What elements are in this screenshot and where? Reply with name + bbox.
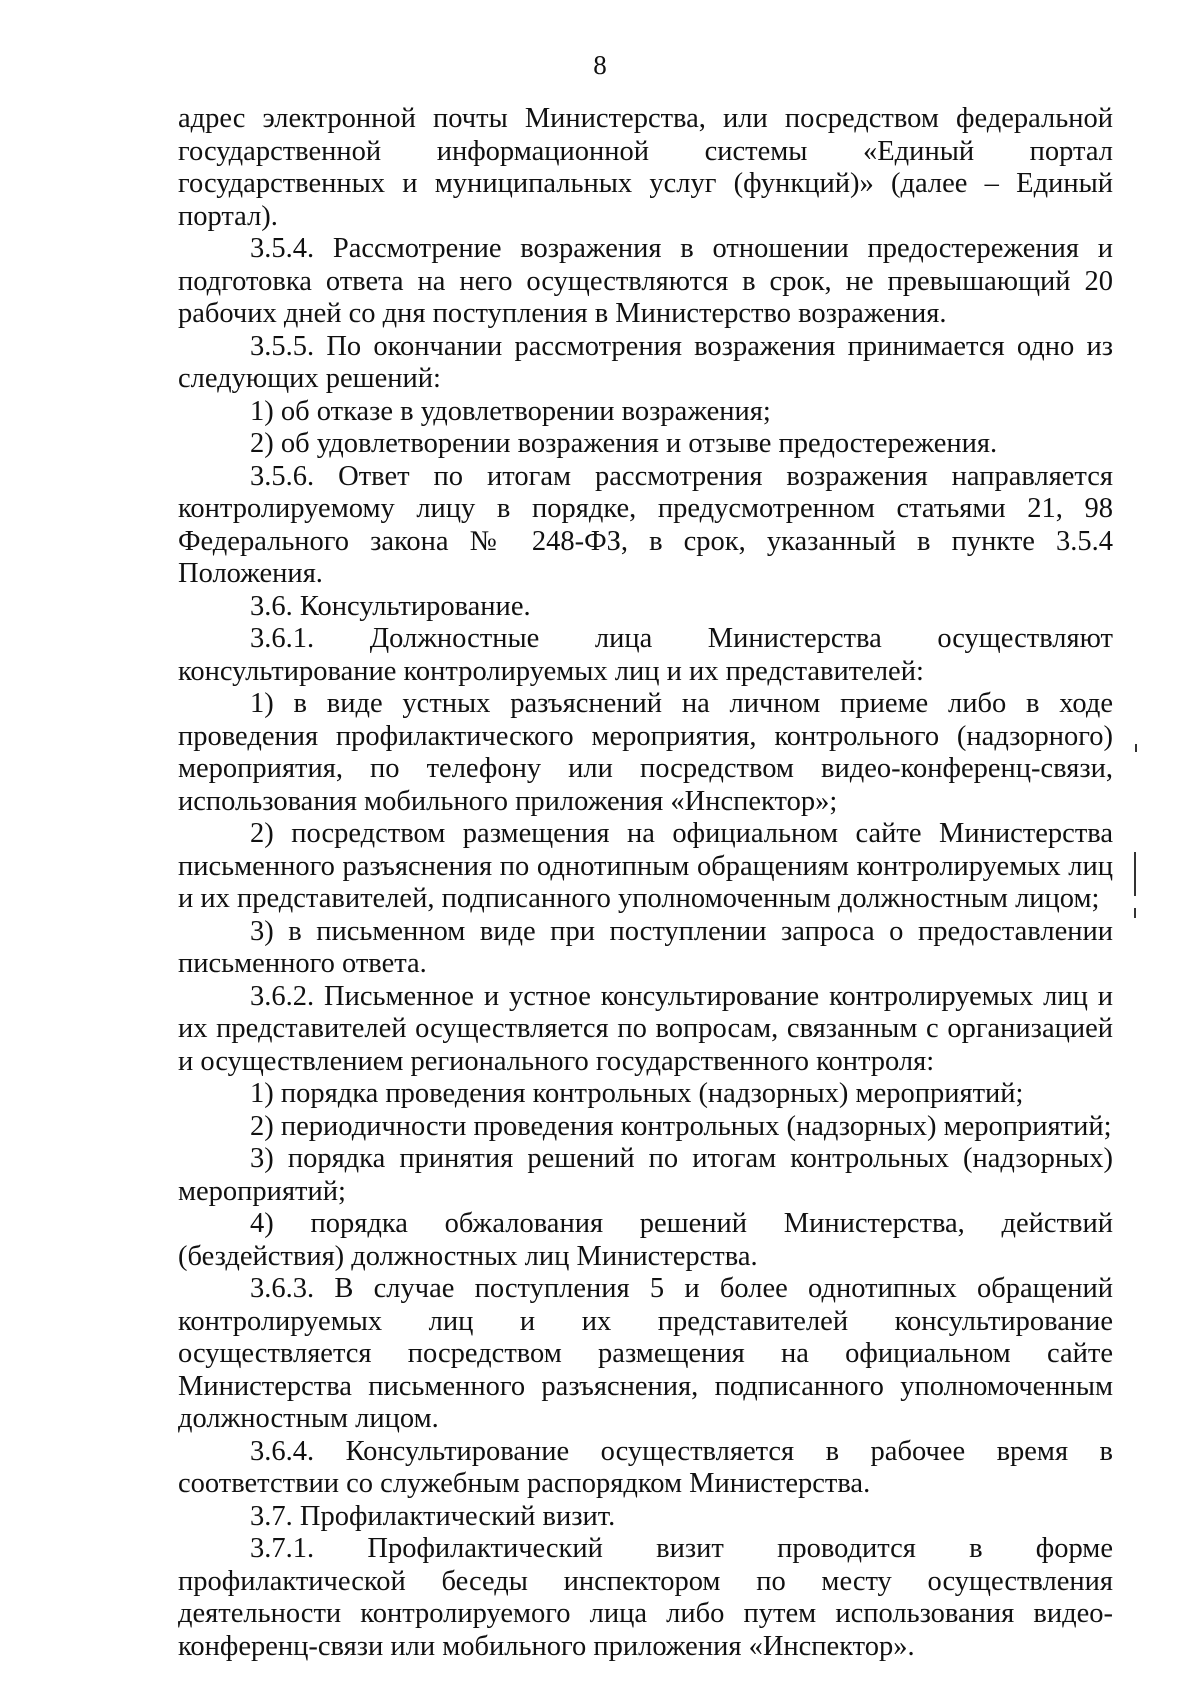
heading-3-6: 3.6. Консультирование.: [250, 590, 531, 622]
paragraph-3-5-5: 3.5.5. По окончании рассмотрения возражения принимается одно из следующих решений:: [178, 330, 1113, 394]
list-item-3-6-1-1: 1) в виде устных разъяснений на личном приеме либо в ходе проведения профилактического мероприятия, контрольного (надзорного) мероприятия, по телефону или посредством видео-конференц-связи, использования мобильного приложения «Инспектор»;: [178, 688, 1113, 817]
heading-3-7: 3.7. Профилактический визит.: [250, 1500, 616, 1532]
paragraph-3-7-1: 3.7.1. Профилактический визит проводится в форме профилактической беседы инспектором по месту осуществления деятельности контролируемого лица либо путем использования видео-конференц-связи или мобильного приложения «Инспектор».: [178, 1533, 1113, 1662]
list-item-3-6-2-4: 4) порядка обжалования решений Министерства, действий (бездействия) должностных лиц Министерства.: [178, 1208, 1113, 1272]
list-item-3-6-1-3: 3) в письменном виде при поступлении запроса о предоставлении письменного ответа.: [178, 915, 1113, 979]
scan-mark: [1134, 852, 1136, 896]
paragraph-3-6-3: 3.6.3. В случае поступления 5 и более однотипных обращений контролируемых лиц и их представителей консультирование осуществляется посредством размещения на официальном сайте Министерства письменного разъяснения, подписанного уполномоченным должностным лицом.: [178, 1273, 1113, 1434]
paragraph-continuation: адрес электронной почты Министерства, или посредством федеральной государственной информационной системы «Единый портал государственных и муниципальных услуг (функций)» (далее – Единый портал).: [178, 103, 1113, 232]
scan-mark: [1135, 744, 1137, 752]
list-item-3-6-1-2: 2) посредством размещения на официальном сайте Министерства письменного разъяснения по однотипным обращениям контролируемых лиц и их представителей, подписанного уполномоченным должностным лицом;: [178, 818, 1113, 914]
document-body: [178, 103, 1113, 1663]
list-item-3-6-2-2: 2) периодичности проведения контрольных (надзорных) мероприятий;: [250, 1110, 1112, 1142]
paragraph-3-6-4: 3.6.4. Консультирование осуществляется в рабочее время в соответствии со служебным распорядком Министерства.: [178, 1435, 1113, 1499]
list-item-3-5-5-1: 1) об отказе в удовлетворении возражения;: [250, 395, 771, 427]
list-item-3-6-2-1: 1) порядка проведения контрольных (надзорных) мероприятий;: [250, 1078, 1024, 1109]
page-number: 8: [593, 50, 607, 80]
scan-mark: [1134, 908, 1136, 918]
paragraph-3-5-6: 3.5.6. Ответ по итогам рассмотрения возражения направляется контролируемому лицу в порядке, предусмотренном статьями 21, 98 Федерального закона № 248-ФЗ, в срок, указанный в пункте 3.5.4 Положения.: [178, 460, 1113, 589]
list-item-3-5-5-2: 2) об удовлетворении возражения и отзыве предостережения.: [250, 428, 998, 459]
list-item-3-6-2-3: 3) порядка принятия решений по итогам контрольных (надзорных) мероприятий;: [178, 1143, 1113, 1207]
paragraph-3-5-4: 3.5.4. Рассмотрение возражения в отношении предостережения и подготовка ответа на него осуществляются в срок, не превышающий 20 рабочих дней со дня поступления в Министерство возражения.: [178, 233, 1113, 329]
paragraph-3-6-2: 3.6.2. Письменное и устное консультирование контролируемых лиц и их представителей осуществляется по вопросам, связанным с организацией и осуществлением регионального государственного контроля:: [178, 980, 1113, 1077]
paragraph-3-6-1: 3.6.1. Должностные лица Министерства осуществляют консультирование контролируемых лиц и их представителей:: [178, 623, 1113, 687]
